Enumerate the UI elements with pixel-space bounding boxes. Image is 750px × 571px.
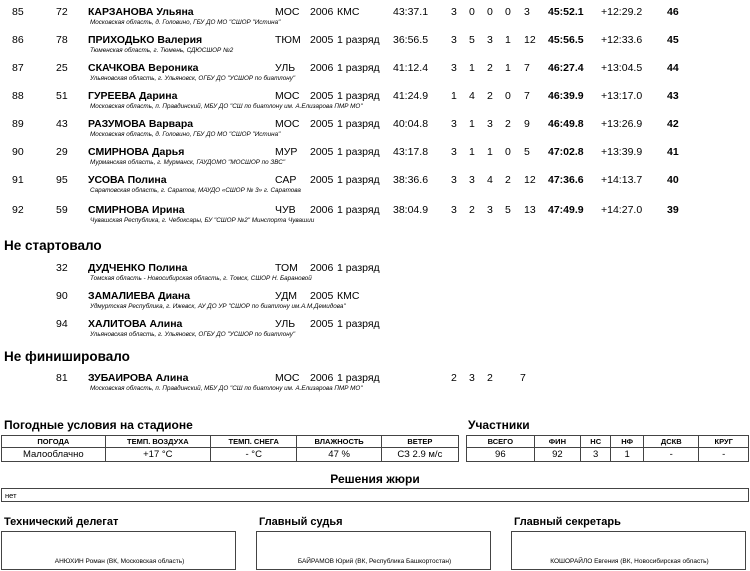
result-gap: +14:13.7: [601, 174, 643, 186]
result-bib: 78: [56, 34, 68, 46]
result-place: 86: [12, 34, 24, 46]
result-team: Московская область, д. Головино, ГБУ ДО МО "СШОР "Истина": [90, 131, 281, 138]
result-p3: 2: [487, 90, 493, 102]
weather-header-0: ПОГОДА: [2, 436, 106, 448]
dns-year: 2006: [310, 262, 334, 274]
participants-header-0: ВСЕГО: [467, 436, 535, 448]
official-role: Технический делегат: [4, 516, 119, 528]
official-name: КОШОРАЙЛО Евгения (ВК, Новосибирская область): [550, 558, 709, 565]
result-pts: 44: [667, 62, 679, 74]
result-p1: 3: [451, 62, 457, 74]
result-name: СМИРНОВА Дарья: [88, 146, 185, 158]
result-p1: 3: [451, 118, 457, 130]
jury-text: нет: [5, 491, 17, 500]
official-name: АНЮХИН Роман (ВК, Московская область): [54, 558, 185, 565]
result-row: [0, 34, 750, 54]
result-rank: 1 разряд: [337, 146, 380, 158]
dnf-title: Не финишировало: [4, 349, 130, 364]
result-row: [0, 204, 750, 224]
dns-row: [0, 262, 750, 282]
result-result: 46:49.8: [548, 118, 584, 130]
result-pen: 5: [524, 146, 530, 158]
dns-row: [0, 318, 750, 338]
participants-header-4: ДСКВ: [644, 436, 699, 448]
weather-value-0: Малооблачно: [2, 448, 106, 462]
result-rank: 1 разряд: [337, 34, 380, 46]
dns-region: УЛЬ: [275, 318, 296, 330]
result-region: УЛЬ: [275, 62, 296, 74]
dns-year: 2005: [310, 290, 334, 302]
result-region: МОС: [275, 118, 300, 130]
dns-team: Ульяновская область, г. Ульяновск, ОГБУ ДО "УСШОР по биатлону": [90, 331, 296, 338]
result-name: УСОВА Полина: [88, 174, 167, 186]
result-p4: 5: [505, 204, 511, 216]
weather-header-2: ТЕМП. СНЕГА: [211, 436, 297, 448]
result-p2: 0: [469, 6, 475, 18]
result-pts: 46: [667, 6, 679, 18]
result-rank: 1 разряд: [337, 90, 380, 102]
result-time: 43:37.1: [393, 6, 429, 18]
result-name: ГУРЕЕВА Дарина: [88, 90, 178, 102]
result-row: [0, 62, 750, 82]
result-pen: 12: [524, 174, 536, 186]
result-gap: +12:29.2: [601, 6, 643, 18]
result-pen: 12: [524, 34, 536, 46]
result-pen: 7: [524, 62, 530, 74]
result-gap: +14:27.0: [601, 204, 643, 216]
participants-header-5: КРУГ: [699, 436, 749, 448]
result-year: 2006: [310, 62, 334, 74]
result-year: 2005: [310, 118, 334, 130]
result-time: 38:04.9: [393, 204, 429, 216]
dns-year: 2005: [310, 318, 334, 330]
result-name: КАРЗАНОВА Ульяна: [88, 6, 194, 18]
result-year: 2006: [310, 6, 334, 18]
result-team: Ульяновская область, г. Ульяновск, ОГБУ ДО "УСШОР по биатлону": [90, 75, 296, 82]
dnf-year: 2006: [310, 372, 334, 384]
participants-table: [466, 435, 749, 462]
result-team: Чувашская Республика, г. Чебоксары, БУ "СШОР №2" Минспорта Чувашии: [90, 217, 315, 224]
jury-box: [1, 488, 749, 502]
participants-header-2: НС: [581, 436, 611, 448]
official-role: Главный судья: [259, 516, 343, 528]
result-p2: 5: [469, 34, 475, 46]
result-bib: 51: [56, 90, 68, 102]
participants-value-0: 96: [467, 448, 535, 462]
result-region: ТЮМ: [275, 34, 301, 46]
result-region: МОС: [275, 6, 300, 18]
result-p4: 2: [505, 118, 511, 130]
result-result: 47:36.6: [548, 174, 584, 186]
weather-header-1: ТЕМП. ВОЗДУХА: [105, 436, 210, 448]
dnf-region: МОС: [275, 372, 300, 384]
result-year: 2005: [310, 90, 334, 102]
result-rank: 1 разряд: [337, 118, 380, 130]
result-year: 2005: [310, 146, 334, 158]
result-pts: 40: [667, 174, 679, 186]
result-p4: 1: [505, 62, 511, 74]
result-bib: 25: [56, 62, 68, 74]
dnf-bib: 81: [56, 372, 68, 384]
result-name: СМИРНОВА Ирина: [88, 204, 185, 216]
result-result: 45:56.5: [548, 34, 584, 46]
result-row: [0, 146, 750, 166]
signature-box: [511, 531, 746, 570]
result-bib: 72: [56, 6, 68, 18]
result-p3: 3: [487, 118, 493, 130]
official-name: БАЙРАМОВ Юрий (ВК, Республика Башкортостан): [297, 558, 452, 565]
result-result: 46:27.4: [548, 62, 584, 74]
dnf-p1: 2: [451, 372, 457, 384]
result-pen: 9: [524, 118, 530, 130]
result-region: ЧУВ: [275, 204, 296, 216]
result-rank: 1 разряд: [337, 174, 380, 186]
result-name: СКАЧКОВА Вероника: [88, 62, 199, 74]
result-p2: 3: [469, 174, 475, 186]
result-p2: 2: [469, 204, 475, 216]
weather-value-3: 47 %: [297, 448, 381, 462]
dns-name: ЗАМАЛИЕВА Диана: [88, 290, 191, 302]
dns-bib: 90: [56, 290, 68, 302]
participants-value-2: 3: [581, 448, 611, 462]
result-pts: 41: [667, 146, 679, 158]
participants-value-5: -: [699, 448, 749, 462]
participants-header-1: ФИН: [534, 436, 580, 448]
weather-header-4: ВЕТЕР: [381, 436, 458, 448]
result-gap: +13:04.5: [601, 62, 643, 74]
official-role: Главный секретарь: [514, 516, 621, 528]
result-p2: 1: [469, 62, 475, 74]
result-p4: 0: [505, 146, 511, 158]
dnf-p3: 2: [487, 372, 493, 384]
result-region: МОС: [275, 90, 300, 102]
result-result: 47:02.8: [548, 146, 584, 158]
result-place: 85: [12, 6, 24, 18]
result-place: 90: [12, 146, 24, 158]
result-team: Мурманская область, г. Мурманск, ГАУДОМО "МОСШОР по ЗВС": [90, 159, 286, 166]
result-place: 88: [12, 90, 24, 102]
result-result: 45:52.1: [548, 6, 584, 18]
result-time: 43:17.8: [393, 146, 429, 158]
dns-row: [0, 290, 750, 310]
result-pen: 3: [524, 6, 530, 18]
dns-region: ТОМ: [275, 262, 298, 274]
result-gap: +13:39.9: [601, 146, 643, 158]
dnf-p2: 3: [469, 372, 475, 384]
result-p3: 2: [487, 62, 493, 74]
result-pts: 45: [667, 34, 679, 46]
weather-table: [1, 435, 459, 462]
result-place: 87: [12, 62, 24, 74]
result-row: [0, 6, 750, 26]
result-time: 38:36.6: [393, 174, 429, 186]
result-p2: 1: [469, 118, 475, 130]
result-pen: 7: [524, 90, 530, 102]
result-p1: 3: [451, 174, 457, 186]
dnf-row: [0, 372, 750, 392]
result-year: 2006: [310, 204, 334, 216]
result-p3: 1: [487, 146, 493, 158]
result-p3: 3: [487, 34, 493, 46]
dns-name: ХАЛИТОВА Алина: [88, 318, 183, 330]
dns-rank: 1 разряд: [337, 262, 380, 274]
weather-value-2: - °C: [211, 448, 297, 462]
result-pen: 13: [524, 204, 536, 216]
result-gap: +13:26.9: [601, 118, 643, 130]
result-bib: 29: [56, 146, 68, 158]
result-gap: +12:33.6: [601, 34, 643, 46]
result-p3: 3: [487, 204, 493, 216]
result-p1: 3: [451, 6, 457, 18]
result-pts: 42: [667, 118, 679, 130]
result-result: 46:39.9: [548, 90, 584, 102]
signature-box: [256, 531, 491, 570]
result-p1: 3: [451, 34, 457, 46]
result-place: 92: [12, 204, 24, 216]
dnf-rank: 1 разряд: [337, 372, 380, 384]
result-result: 47:49.9: [548, 204, 584, 216]
result-time: 41:12.4: [393, 62, 429, 74]
participants-header-3: НФ: [611, 436, 644, 448]
dnf-pen: 7: [520, 372, 526, 384]
result-place: 91: [12, 174, 24, 186]
result-region: САР: [275, 174, 297, 186]
result-p1: 1: [451, 90, 457, 102]
result-p4: 2: [505, 174, 511, 186]
result-pts: 43: [667, 90, 679, 102]
dns-bib: 94: [56, 318, 68, 330]
result-name: РАЗУМОВА Варвара: [88, 118, 194, 130]
dns-rank: КМС: [337, 290, 360, 302]
participants-title: Участники: [468, 418, 530, 432]
result-region: МУР: [275, 146, 298, 158]
participants-value-3: 1: [611, 448, 644, 462]
result-time: 36:56.5: [393, 34, 429, 46]
dnf-name: ЗУБАИРОВА Алина: [88, 372, 189, 384]
dns-region: УДМ: [275, 290, 298, 302]
result-rank: 1 разряд: [337, 62, 380, 74]
result-place: 89: [12, 118, 24, 130]
dns-team: Томская область - Новосибирская область, г. Томск, СШОР Н. Барановой: [90, 275, 312, 282]
result-p2: 1: [469, 146, 475, 158]
result-year: 2005: [310, 34, 334, 46]
result-row: [0, 174, 750, 194]
result-time: 40:04.8: [393, 118, 429, 130]
result-p4: 0: [505, 90, 511, 102]
dnf-team: Московская область, п. Правдинский, МБУ ДО "СШ по биатлону им. А.Елизарова ПМР МО": [90, 385, 363, 392]
result-p4: 0: [505, 6, 511, 18]
weather-value-1: +17 °C: [105, 448, 210, 462]
weather-header-3: ВЛАЖНОСТЬ: [297, 436, 381, 448]
result-team: Московская область, д. Головино, ГБУ ДО МО "СШОР "Истина": [90, 19, 281, 26]
result-gap: +13:17.0: [601, 90, 643, 102]
result-pts: 39: [667, 204, 679, 216]
result-p3: 0: [487, 6, 493, 18]
result-year: 2005: [310, 174, 334, 186]
result-p2: 4: [469, 90, 475, 102]
dns-title: Не стартовало: [4, 238, 102, 253]
weather-value-4: СЗ 2.9 м/с: [381, 448, 458, 462]
result-bib: 95: [56, 174, 68, 186]
result-rank: КМС: [337, 6, 360, 18]
result-row: [0, 118, 750, 138]
signature-box: [1, 531, 236, 570]
result-time: 41:24.9: [393, 90, 429, 102]
result-p3: 4: [487, 174, 493, 186]
result-rank: 1 разряд: [337, 204, 380, 216]
result-team: Тюменская область, г. Тюмень, СДЮСШОР №2: [90, 47, 234, 54]
weather-title: Погодные условия на стадионе: [4, 418, 193, 432]
participants-value-1: 92: [534, 448, 580, 462]
result-p4: 1: [505, 34, 511, 46]
result-bib: 43: [56, 118, 68, 130]
result-bib: 59: [56, 204, 68, 216]
result-row: [0, 90, 750, 110]
dns-bib: 32: [56, 262, 68, 274]
participants-value-4: -: [644, 448, 699, 462]
result-team: Московская область, п. Правдинский, МБУ ДО "СШ по биатлону им. А.Елизарова ПМР МО": [90, 103, 363, 110]
result-p1: 3: [451, 146, 457, 158]
result-name: ПРИХОДЬКО Валерия: [88, 34, 203, 46]
dns-team: Удмуртская Республика, г. Ижевск, АУ ДО УР "СШОР по биатлону им.А.М.Демидова": [90, 303, 346, 310]
dns-name: ДУДЧЕНКО Полина: [88, 262, 188, 274]
jury-title: Решения жюри: [330, 472, 420, 486]
dns-rank: 1 разряд: [337, 318, 380, 330]
result-team: Саратовская область, г. Саратов, МАУДО «СШОР № 3» г. Саратова: [90, 187, 301, 194]
result-p1: 3: [451, 204, 457, 216]
